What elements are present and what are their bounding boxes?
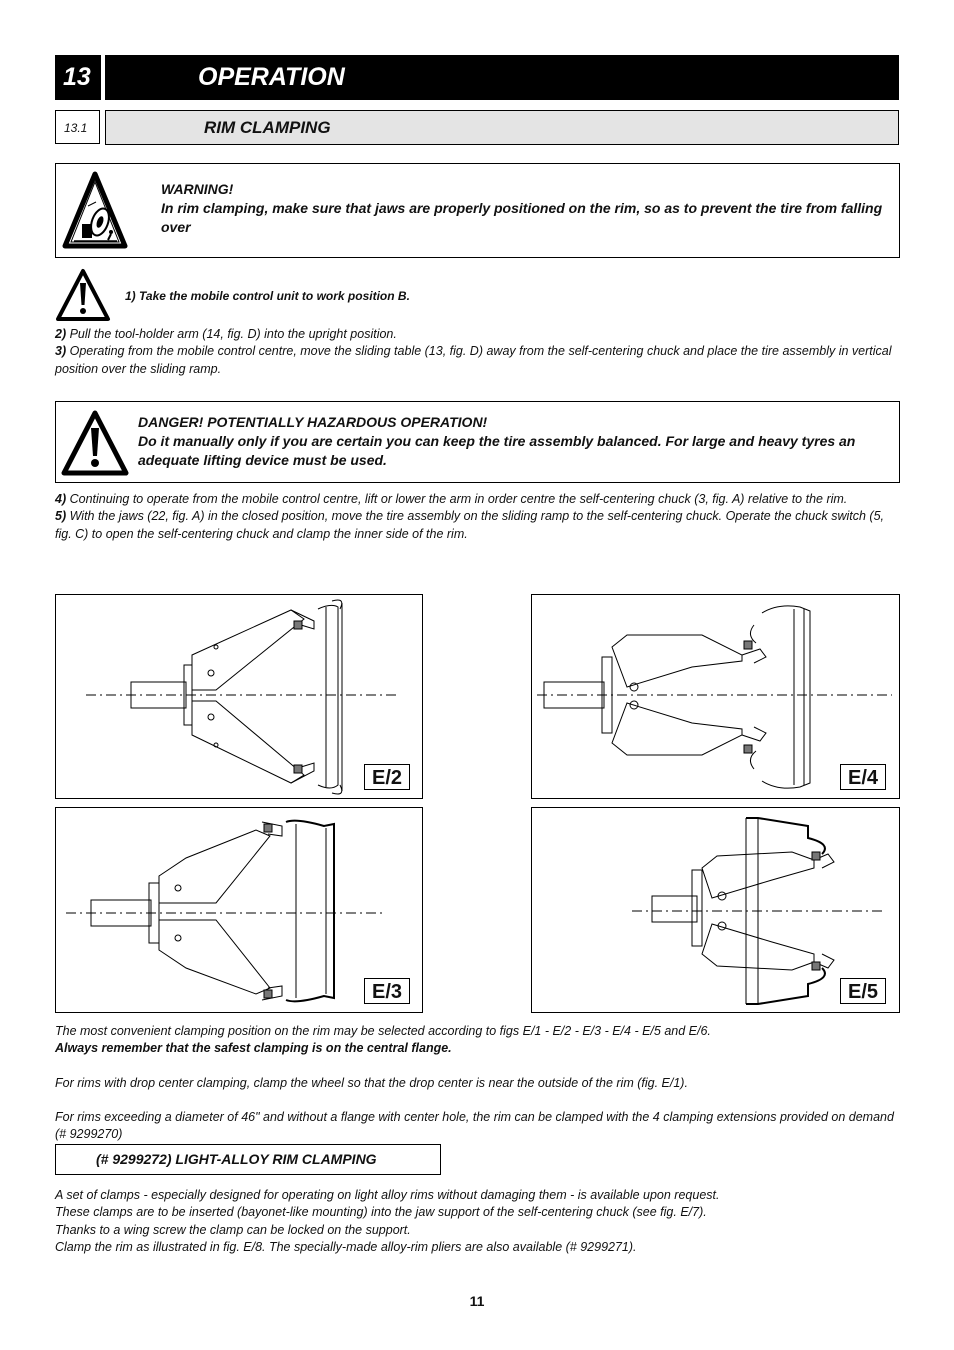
figure-label: E/2 <box>364 764 410 790</box>
warning-heading: WARNING! <box>161 181 234 197</box>
alloy-line: Clamp the rim as illustrated in fig. E/8. The specially-made alloy-rim pliers are also available (# 9299271). <box>55 1239 637 1254</box>
section-number: 13 <box>55 55 101 100</box>
step-4: 4) Continuing to operate from the mobile control centre, lift or lower the arm in order centre the self-centering chuck (3, fig. A) relative to the rim. <box>55 492 848 506</box>
note-3: For rims exceeding a diameter of 46" and without a flange with center hole, the rim can be clamped with the 4 clamping extensions provided on demand (# 9299270) <box>55 1109 894 1142</box>
alloy-box-title: (# 9299272) LIGHT-ALLOY RIM CLAMPING <box>96 1151 377 1167</box>
alloy-text <box>55 1187 900 1256</box>
note-1-bold: Always remember that the safest clamping is on the central flange. <box>55 1041 452 1056</box>
subsection-title: RIM CLAMPING <box>105 110 899 145</box>
steps-2-3 <box>55 326 900 378</box>
step-3: 3) Operating from the mobile control centre, move the sliding table (13, fig. D) away from the self-centering chuck and place the tire assembly in vertical position over the sliding ramp. <box>55 344 892 376</box>
figure-label: E/5 <box>840 978 886 1004</box>
figure-label: E/3 <box>364 978 410 1004</box>
alloy-line: A set of clamps - especially designed for operating on light alloy rims without damaging them - is available upon request. <box>55 1188 720 1202</box>
figure-label: E/4 <box>840 764 886 790</box>
subsection-number: 13.1 <box>55 110 100 144</box>
step-2: 2) Pull the tool-holder arm (14, fig. D) into the upright position. <box>55 327 397 341</box>
warning-box <box>55 163 900 258</box>
warning-text: In rim clamping, make sure that jaws are properly positioned on the rim, so as to prevent the tire from falling over <box>161 200 883 235</box>
danger-box <box>55 401 900 483</box>
exclamation-triangle-icon <box>55 268 111 327</box>
page-number: 11 <box>469 1293 485 1309</box>
alloy-line: Thanks to a wing screw the clamp can be locked on the support. <box>55 1222 411 1237</box>
alloy-box <box>55 1144 441 1175</box>
tire-falling-warning-icon <box>62 170 128 255</box>
note-2: For rims with drop center clamping, clamp the wheel so that the drop center is near the outside of the rim (fig. E/1). <box>55 1075 688 1090</box>
figure-e2 <box>55 594 423 799</box>
exclamation-triangle-icon <box>61 409 129 482</box>
figure-e5 <box>531 807 900 1013</box>
note-1: The most convenient clamping position on the rim may be selected according to figs E/1 - E/2 - E/3 - E/4 - E/5 and E/6. <box>55 1024 711 1038</box>
danger-heading: DANGER! POTENTIALLY HAZARDOUS OPERATION! <box>138 414 488 430</box>
notes <box>55 1023 900 1143</box>
step-5: 5) With the jaws (22, fig. A) in the closed position, move the tire assembly on the sliding ramp to the self-centering chuck. Operate the chuck switch (5, fig. C) to open the self-centering chuck and clamp the inner side of the rim. <box>55 509 884 541</box>
danger-text: Do it manually only if you are certain you can keep the tire assembly balanced. For large and heavy tyres an adequate lifting device must be used. <box>138 433 856 468</box>
figure-e3 <box>55 807 423 1013</box>
section-title: OPERATION <box>105 55 899 100</box>
figure-e4 <box>531 594 900 799</box>
steps-4-5 <box>55 491 900 543</box>
alloy-line: These clamps are to be inserted (bayonet-like mounting) into the jaw support of the self-centering chuck (see fig. E/7). <box>55 1205 707 1220</box>
step-1: 1) Take the mobile control unit to work position B. <box>125 289 410 303</box>
